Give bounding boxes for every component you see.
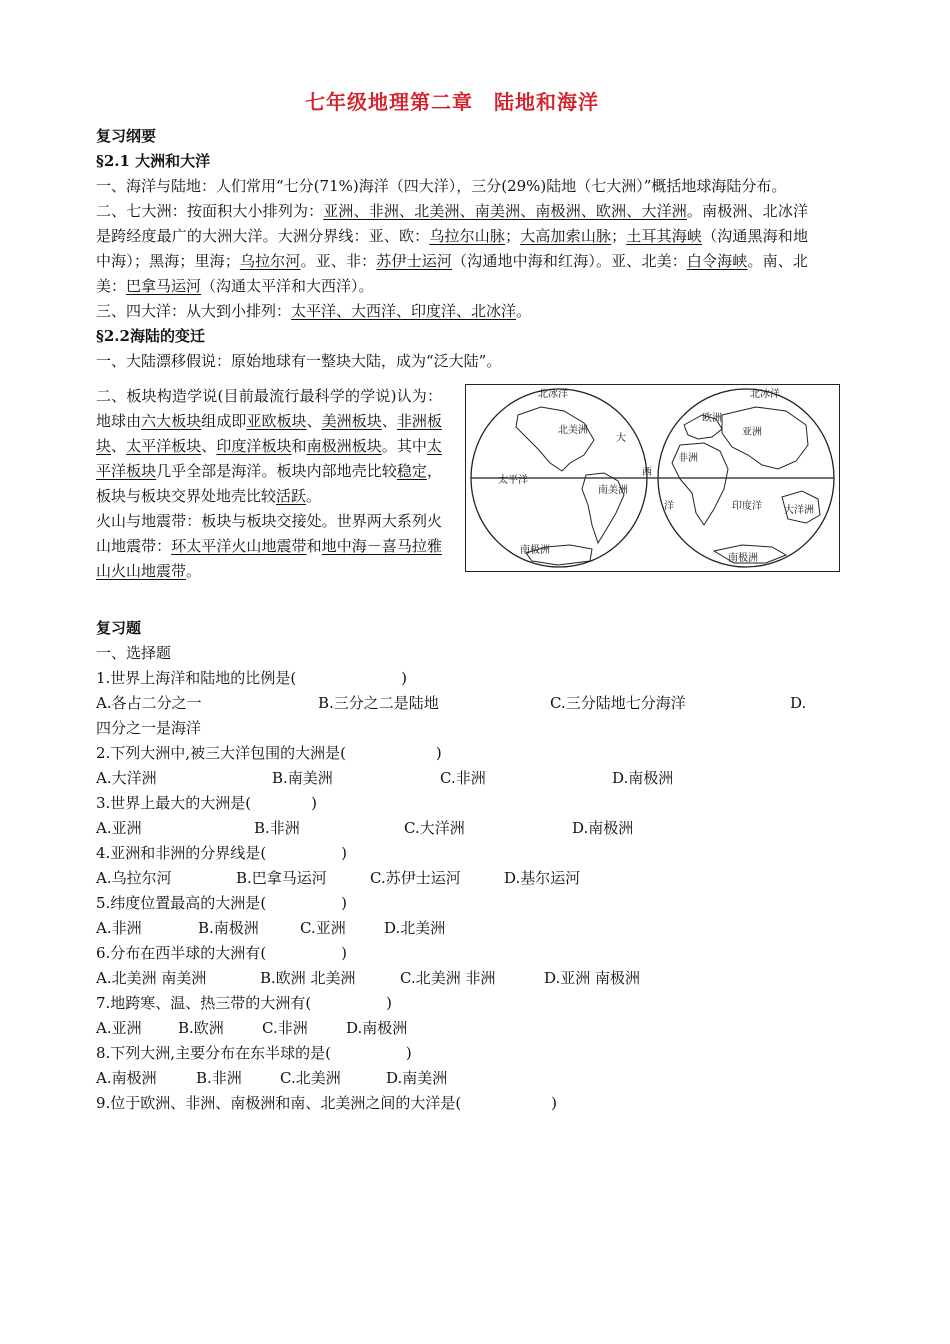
- turkish-straits: 土耳其海峡: [626, 227, 703, 245]
- text-fragment: （沟通地中海和红海）。亚、北美：: [452, 252, 687, 270]
- text-fragment: 。: [306, 487, 322, 505]
- map-label-south-america: 南美洲: [598, 485, 628, 496]
- question-1-options: [96, 691, 808, 716]
- option-b[interactable]: B.欧洲 北美洲: [260, 969, 356, 987]
- question-2: 2.下列大洲中,被三大洋包围的大洲是( ): [96, 744, 442, 762]
- map-label-antarctica-right: 南极洲: [728, 553, 758, 564]
- text-fragment: 、: [306, 412, 322, 430]
- option-c[interactable]: C.北美洲: [280, 1069, 341, 1087]
- paragraph-seven-continents: [96, 199, 808, 299]
- map-label-europe: 欧洲: [702, 413, 722, 424]
- text-fragment: ，板块与板块交界处地壳比较: [96, 462, 442, 505]
- text-fragment: （沟通太平洋和大西洋）。: [201, 277, 374, 295]
- option-c[interactable]: C.苏伊士运河: [370, 869, 461, 887]
- question-6-options: [96, 966, 808, 991]
- ural-mountains: 乌拉尔山脉: [429, 227, 506, 245]
- option-c[interactable]: C.三分陆地七分海洋: [550, 694, 686, 712]
- option-d[interactable]: D.: [790, 694, 807, 712]
- question-4-options: [96, 866, 808, 891]
- multiple-choice-heading: 一、选择题: [96, 644, 172, 662]
- indian-plate: 印度洋板块: [216, 437, 292, 455]
- map-label-north-america: 北美洲: [558, 425, 588, 436]
- option-c[interactable]: C.大洋洲: [404, 819, 465, 837]
- option-b[interactable]: B.三分之二是陆地: [318, 694, 439, 712]
- option-a[interactable]: A.南极洲: [96, 1069, 157, 1087]
- text-fragment: 火山与地震带：板块与板块交接处。世界两大系列火山地震带：: [96, 512, 442, 555]
- question-3-options: [96, 816, 808, 841]
- text-fragment: 。南极洲、北冰洋是跨经度最广的大洲大洋。大洲分界线：亚、欧：: [96, 202, 808, 245]
- text-fragment: 几乎全部是海洋。板块内部地壳比较: [156, 462, 397, 480]
- option-a[interactable]: A.亚洲: [96, 819, 142, 837]
- text-fragment: ；: [611, 227, 627, 245]
- antarctic-plate: 南极洲板块: [306, 437, 382, 455]
- text-fragment: 、: [201, 437, 217, 455]
- option-b[interactable]: B.巴拿马运河: [236, 869, 327, 887]
- map-label-da: 大: [616, 433, 626, 444]
- active-word: 活跃: [276, 487, 307, 505]
- map-label-asia: 亚洲: [742, 427, 762, 438]
- text-fragment: （沟通黑海和地中海）；黑海；里海；: [96, 227, 808, 270]
- text-fragment: 和: [306, 537, 322, 555]
- paragraph-four-oceans: [96, 299, 808, 324]
- option-a[interactable]: A.北美洲 南美洲: [96, 969, 207, 987]
- plate-tectonics-block: [96, 384, 814, 616]
- text-fragment: 二、七大洲：按面积大小排列为：: [96, 202, 324, 220]
- map-label-yang: 洋: [664, 501, 674, 512]
- ural-river: 乌拉尔河: [239, 252, 301, 270]
- map-label-pacific: 太平洋: [498, 475, 528, 486]
- document-page: [96, 88, 814, 1116]
- option-a[interactable]: A.大洋洲: [96, 769, 157, 787]
- ocean-list: 太平洋、大西洋、印度洋、北冰洋: [291, 302, 517, 320]
- map-label-indian: 印度洋: [732, 501, 762, 512]
- option-c[interactable]: C.亚洲: [300, 919, 346, 937]
- option-c[interactable]: C.非洲: [440, 769, 486, 787]
- caucasus-mountains: 大高加索山脉: [520, 227, 612, 245]
- eurasian-plate: 亚欧板块: [246, 412, 307, 430]
- option-a[interactable]: A.乌拉尔河: [96, 869, 172, 887]
- option-b[interactable]: B.南美洲: [272, 769, 333, 787]
- option-c[interactable]: C.北美洲 非洲: [400, 969, 496, 987]
- option-a[interactable]: A.非洲: [96, 919, 142, 937]
- question-1: 1.世界上海洋和陆地的比例是( ): [96, 669, 408, 687]
- text-fragment: 二、板块构造学说(目前最流行最科学的学说)认为：地球由: [96, 387, 442, 430]
- page-title: 七年级地理第二章 陆地和海洋: [305, 90, 599, 114]
- six-plates: 六大板块: [141, 412, 202, 430]
- suez-canal: 苏伊士运河: [376, 252, 453, 270]
- map-label-arctic-right: 北冰洋: [750, 389, 780, 400]
- text-fragment: 。其中: [381, 437, 427, 455]
- question-9: 9.位于欧洲、非洲、南极洲和南、北美洲之间的大洋是( ): [96, 1094, 558, 1112]
- option-b[interactable]: B.南极洲: [198, 919, 259, 937]
- panama-canal: 巴拿马运河: [126, 277, 202, 295]
- question-5: 5.纬度位置最高的大洲是( ): [96, 894, 348, 912]
- option-b[interactable]: B.非洲: [254, 819, 300, 837]
- text-fragment: 。南、北美：: [96, 252, 808, 295]
- north-america-outline: [516, 407, 594, 471]
- option-d[interactable]: D.南极洲: [612, 769, 674, 787]
- text-fragment: 三、四大洋：从大到小排列：: [96, 302, 292, 320]
- world-map-svg: [466, 385, 839, 571]
- option-d[interactable]: D.南美洲: [386, 1069, 448, 1087]
- option-d[interactable]: D.基尔运河: [504, 869, 581, 887]
- question-7: 7.地跨寒、温、热三带的大洲有( ): [96, 994, 393, 1012]
- paragraph-land-ocean: 一、海洋与陆地：人们常用“七分(71%)海洋（四大洋），三分(29%)陆地（七大洲）”概括地球海陆分布。: [96, 177, 787, 195]
- continent-list: 亚洲、非洲、北美洲、南美洲、南极洲、欧洲、大洋洲: [323, 202, 687, 220]
- text-fragment: 。: [516, 302, 532, 320]
- option-b[interactable]: B.欧洲: [178, 1019, 224, 1037]
- plate-tectonics-text: [96, 384, 442, 584]
- map-label-oceania: 大洋洲: [784, 505, 814, 516]
- option-c[interactable]: C.非洲: [262, 1019, 308, 1037]
- option-d[interactable]: D.北美洲: [384, 919, 446, 937]
- question-8: 8.下列大洲,主要分布在东半球的是( ): [96, 1044, 412, 1062]
- option-b[interactable]: B.非洲: [196, 1069, 242, 1087]
- south-america-outline: [582, 473, 624, 543]
- stable-word: 稳定: [396, 462, 427, 480]
- section-2-2-heading: §2.2海陆的变迁: [96, 327, 205, 345]
- question-3: 3.世界上最大的大洲是( ): [96, 794, 318, 812]
- question-8-options: [96, 1066, 808, 1091]
- pacific-ring-of-fire: 环太平洋火山地震带: [171, 537, 307, 555]
- question-5-options: [96, 916, 808, 941]
- map-label-antarctica-left: 南极洲: [520, 545, 550, 556]
- text-fragment: 。亚、非：: [300, 252, 377, 270]
- option-d[interactable]: D.南极洲: [346, 1019, 408, 1037]
- option-d[interactable]: D.南极洲: [572, 819, 634, 837]
- option-a[interactable]: A.各占二分之一: [96, 694, 202, 712]
- text-fragment: 组成即: [201, 412, 247, 430]
- option-d-continuation: 四分之一是海洋: [96, 719, 202, 737]
- text-fragment: 、: [381, 412, 397, 430]
- map-label-africa: 非洲: [678, 453, 698, 464]
- paragraph-continental-drift: 一、大陆漂移假说：原始地球有一整块大陆，成为“泛大陆”。: [96, 352, 502, 370]
- pacific-plate-2: 太平洋板块: [96, 437, 442, 480]
- text-fragment: 、: [111, 437, 127, 455]
- text-fragment: 和: [291, 437, 307, 455]
- question-6: 6.分布在西半球的大洲有( ): [96, 944, 348, 962]
- american-plate: 美洲板块: [321, 412, 382, 430]
- section-2-1-heading: §2.1 大洲和大洋: [96, 152, 211, 170]
- mediterranean-himalayan-belt: 地中海－喜马拉雅山火山地震带: [96, 537, 442, 580]
- text-fragment: ；: [505, 227, 521, 245]
- question-7-options: [96, 1016, 808, 1041]
- world-map-figure: [465, 384, 840, 572]
- asia-outline: [722, 407, 808, 469]
- outline-heading: 复习纲要: [96, 127, 157, 145]
- map-label-arctic-left: 北冰洋: [538, 389, 568, 400]
- text-fragment: 。: [186, 562, 202, 580]
- question-4: 4.亚洲和非洲的分界线是( ): [96, 844, 348, 862]
- question-2-options: [96, 766, 808, 791]
- pacific-plate: 太平洋板块: [126, 437, 202, 455]
- exercises-heading: 复习题: [96, 619, 142, 637]
- bering-strait: 白令海峡: [686, 252, 748, 270]
- option-d[interactable]: D.亚洲 南极洲: [544, 969, 641, 987]
- african-plate: 非洲板块: [96, 412, 442, 455]
- option-a[interactable]: A.亚洲: [96, 1019, 142, 1037]
- map-label-xi: 西: [642, 467, 652, 478]
